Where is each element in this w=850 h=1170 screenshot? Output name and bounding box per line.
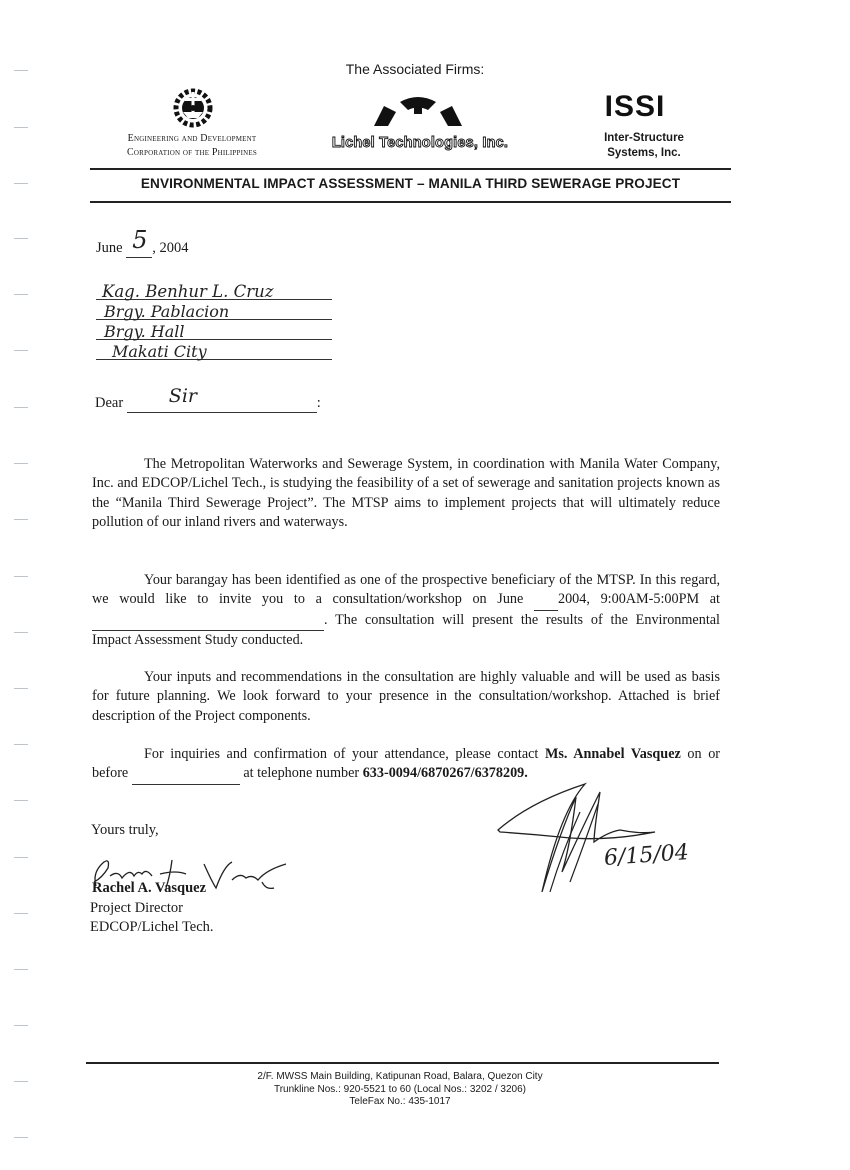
lichel-name: Lichel Technologies, Inc. — [331, 135, 509, 151]
paragraph-1 — [92, 455, 720, 533]
address-line-1: Kag. Benhur L. Cruz — [102, 282, 274, 301]
edcop-name-line2: Corporation of the Philippines — [127, 147, 257, 158]
address-line-3: Brgy. Hall — [104, 322, 185, 341]
received-signature — [490, 772, 690, 902]
salutation-blank — [127, 385, 317, 413]
contact-phone: 633-0094/6870267/6378209. — [362, 765, 528, 782]
edcop-logo — [168, 84, 218, 132]
issi-name-line1: Inter-Structure — [604, 132, 684, 144]
address-line-2: Brgy. Pablacion — [104, 302, 230, 321]
gear-seal-icon — [168, 84, 218, 132]
issi-name-line2: Systems, Inc. — [607, 147, 681, 159]
paragraph-2-text-b: 2004, 9:00AM-5:00PM at — [557, 591, 721, 608]
header-rule-top — [90, 168, 731, 170]
letter-date — [96, 226, 189, 258]
address-line-4: Makati City — [112, 342, 207, 361]
closing: Yours truly, — [91, 822, 159, 838]
received-date-handwritten: 6/15/04 — [603, 840, 690, 871]
salutation-handwritten: Sir — [168, 385, 197, 407]
paragraph-4-text-c: at telephone number — [243, 765, 360, 782]
footer-rule — [86, 1062, 719, 1064]
project-title: ENVIRONMENTAL IMPACT ASSESSMENT – MANILA THIRD SEWERAGE PROJECT — [140, 176, 681, 191]
date-prefix: June — [96, 240, 123, 256]
paragraph-4-text-b: on or before — [92, 746, 721, 782]
date-day-handwritten: 5 — [132, 226, 148, 254]
footer-line-1: 2/F. MWSS Main Building, Katipunan Road, Balara, Quezon City — [257, 1071, 543, 1082]
confirmation-date-blank — [132, 764, 240, 784]
workshop-venue-blank — [92, 611, 324, 631]
signer-organization: EDCOP/Lichel Tech. — [90, 919, 214, 935]
address-line — [96, 340, 332, 360]
paragraph-1-text: The Metropolitan Waterworks and Sewerage System, in coordination with Manila Water Company, Inc. and EDCOP/Lichel Tech., is studying the feasibility of a set of sewerage and sanitation projects known as the “Manila Third Sewerage Project”. The MTSP aims to implement projects that will ultimately reduce pollution of our inland rivers and waterways. — [92, 456, 720, 531]
signature-scrawl-icon — [490, 772, 690, 902]
lichel-arch-icon — [370, 92, 466, 130]
paragraph-2 — [92, 571, 720, 651]
issi-name — [570, 131, 718, 161]
date-day-blank — [126, 226, 152, 258]
date-suffix: , 2004 — [152, 240, 189, 256]
associated-firms-label: The Associated Firms: — [345, 61, 485, 77]
recipient-address — [96, 280, 332, 360]
paragraph-3-text: Your inputs and recommendations in the consultation are highly valuable and will be used as basis for future planning. We look forward to your presence in the consultation/workshop. Attached is brief description of the Project components. — [92, 669, 720, 724]
paragraph-2-text-c: . The consultation will present the results of the Environmental Impact Assessment Study conducted. — [92, 611, 720, 649]
signer-title: Project Director — [90, 900, 184, 916]
paragraph-2-text-a: Your barangay has been identified as one of the prospective beneficiary of the MTSP. In this regard, we would like to invite you to a consultation/workshop on June — [92, 572, 720, 608]
footer-address — [150, 1071, 650, 1109]
paragraph-4-text-a: For inquiries and confirmation of your attendance, please contact — [144, 746, 539, 762]
lichel-logo — [370, 92, 466, 130]
paragraph-3 — [92, 668, 720, 726]
workshop-day-blank — [534, 590, 558, 610]
salutation — [95, 385, 321, 413]
address-line — [96, 280, 332, 300]
salutation-colon: : — [316, 395, 321, 411]
edcop-name — [92, 132, 292, 160]
edcop-name-line1: Engineering and Development — [127, 133, 257, 144]
address-line — [96, 300, 332, 320]
contact-person: Ms. Annabel Vasquez — [544, 746, 681, 762]
header-rule-bottom — [90, 201, 731, 203]
signer-name: Rachel A. Vasquez — [92, 880, 207, 896]
address-line — [96, 320, 332, 340]
issi-logo-text: ISSI — [604, 90, 666, 123]
salutation-dear: Dear — [95, 395, 124, 411]
footer-line-3: TeleFax No.: 435-1017 — [349, 1096, 451, 1107]
footer-line-2: Trunkline Nos.: 920-5521 to 60 (Local Nos.: 3202 / 3206) — [273, 1083, 526, 1095]
